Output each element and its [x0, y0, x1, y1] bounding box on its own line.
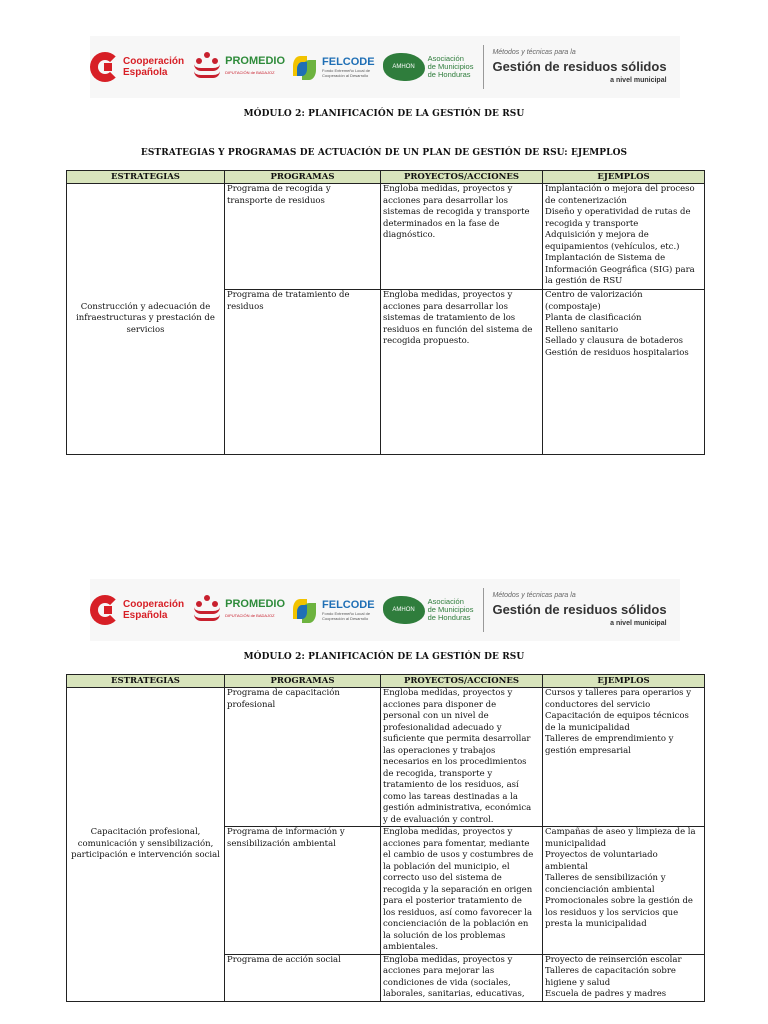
header-programas: PROGRAMAS — [225, 675, 381, 688]
program-cell: Programa de información y sensibilización ambiental — [225, 827, 381, 955]
amhon-logo: AMHON Asociación de Municipios de Honduras — [383, 53, 474, 81]
actions-cell: Engloba medidas, proyectos y acciones para fomentar, mediante el cambio de usos y costumbres de la población del municipio, el correcto uso del sistema de recogida y la separación en origen para el posterior tratamiento de los residuos, así como favorecer la concienciación de la población en la solución de los problemas ambientales. — [381, 827, 543, 955]
examples-cell: Cursos y talleres para operarios y conductores del servicio Capacitación de equipos técnicos de la municipalidad Talleres de emprendimiento y gestión empresarial — [543, 688, 705, 827]
table-row — [67, 184, 705, 290]
actions-cell: Engloba medidas, proyectos y acciones para disponer de personal con un nivel de profesionalidad adecuado y suficiente que permita desarrollar las operaciones y trabajos necesarios en los procedimientos de recogida, transporte y tratamiento de los residuos, así como las tareas destinadas a la gestión administrativa, económica y de evaluación y control. — [381, 688, 543, 827]
logo-banner — [90, 579, 680, 641]
logo-banner — [90, 36, 680, 98]
header-estrategias: ESTRATEGIAS — [67, 171, 225, 184]
logo-divider — [483, 45, 484, 89]
cooperacion-espanola-logo: Cooperación Española — [90, 52, 184, 82]
honduras-map-icon: AMHON — [383, 53, 425, 81]
table-header-row — [67, 171, 705, 184]
header-proyectos: PROYECTOS/ACCIONES — [381, 171, 543, 184]
header-ejemplos: EJEMPLOS — [543, 675, 705, 688]
program-cell: Programa de capacitación profesional — [225, 688, 381, 827]
strategy-cell: Capacitación profesional, comunicación y sensibilización, participación e intervención social — [67, 688, 225, 1002]
strategies-table-1 — [66, 170, 705, 455]
header-estrategias: ESTRATEGIAS — [67, 675, 225, 688]
promedio-logo: PROMEDIO DIPUTACIÓN de BADAJOZ — [192, 52, 285, 82]
cooperacion-espanola-logo: Cooperación Española — [90, 595, 184, 625]
examples-cell: Campañas de aseo y limpieza de la municipalidad Proyectos de voluntariado ambiental Talleres de sensibilización y concienciación ambiental Promocionales sobre la gestión de los residuos y los servicios que presta la municipalidad — [543, 827, 705, 955]
module-title: MÓDULO 2: PLANIFICACIÓN DE LA GESTIÓN DE RSU — [243, 652, 525, 662]
strategies-table-2 — [66, 674, 705, 1002]
honduras-map-icon: AMHON — [383, 596, 425, 624]
promedio-mark-icon — [192, 595, 222, 625]
strategy-cell: Construcción y adecuación de infraestructuras y prestación de servicios — [67, 184, 225, 455]
actions-cell: Engloba medidas, proyectos y acciones para desarrollar los sistemas de tratamiento de los residuos en función del sistema de recogida propuesto. — [381, 290, 543, 455]
program-cell: Programa de recogida y transporte de residuos — [225, 184, 381, 290]
header-proyectos: PROYECTOS/ACCIONES — [381, 675, 543, 688]
header-programas: PROGRAMAS — [225, 171, 381, 184]
felcode-mark-icon — [293, 595, 319, 625]
program-cell: Programa de acción social — [225, 954, 381, 1001]
actions-cell: Engloba medidas, proyectos y acciones para mejorar las condiciones de vida (sociales, laborales, sanitarias, educativas, — [381, 954, 543, 1001]
cooperacion-mark-icon — [90, 52, 120, 82]
felcode-mark-icon — [293, 52, 319, 82]
header-ejemplos: EJEMPLOS — [543, 171, 705, 184]
table-row — [67, 688, 705, 827]
examples-cell: Proyecto de reinserción escolar Talleres de capacitación sobre higiene y salud Escuela de padres y madres — [543, 954, 705, 1001]
actions-cell: Engloba medidas, proyectos y acciones para desarrollar los sistemas de recogida y transporte determinados en la fase de diagnóstico. — [381, 184, 543, 290]
promedio-logo: PROMEDIO DIPUTACIÓN de BADAJOZ — [192, 595, 285, 625]
amhon-logo: AMHON Asociación de Municipios de Honduras — [383, 596, 474, 624]
examples-cell: Centro de valorización (compostaje) Planta de clasificación Relleno sanitario Sellado y clausura de botaderos Gestión de residuos hospitalarios — [543, 290, 705, 455]
section-title: ESTRATEGIAS Y PROGRAMAS DE ACTUACIÓN DE UN PLAN DE GESTIÓN DE RSU: EJEMPLOS — [140, 148, 628, 158]
logo-divider — [483, 588, 484, 632]
table-header-row — [67, 675, 705, 688]
examples-cell: Implantación o mejora del proceso de contenerización Diseño y operatividad de rutas de recogida y transporte Adquisición y mejora de equipamientos (vehículos, etc.) Implantación de Sistema de Información Geográfica (SIG) para la gestión de RSU — [543, 184, 705, 290]
cooperacion-mark-icon — [90, 595, 120, 625]
promedio-mark-icon — [192, 52, 222, 82]
module-title: MÓDULO 2: PLANIFICACIÓN DE LA GESTIÓN DE RSU — [243, 109, 525, 119]
felcode-logo: FELCODE Fondo Extremeño Local de Cooperación al Desarrollo — [293, 52, 375, 82]
gestion-residuos-logo: Métodos y técnicas para la Gestión de residuos sólidos a nivel municipal — [492, 592, 667, 627]
gestion-residuos-logo: Métodos y técnicas para la Gestión de residuos sólidos a nivel municipal — [492, 49, 667, 84]
program-cell: Programa de tratamiento de residuos — [225, 290, 381, 455]
felcode-logo: FELCODE Fondo Extremeño Local de Cooperación al Desarrollo — [293, 595, 375, 625]
